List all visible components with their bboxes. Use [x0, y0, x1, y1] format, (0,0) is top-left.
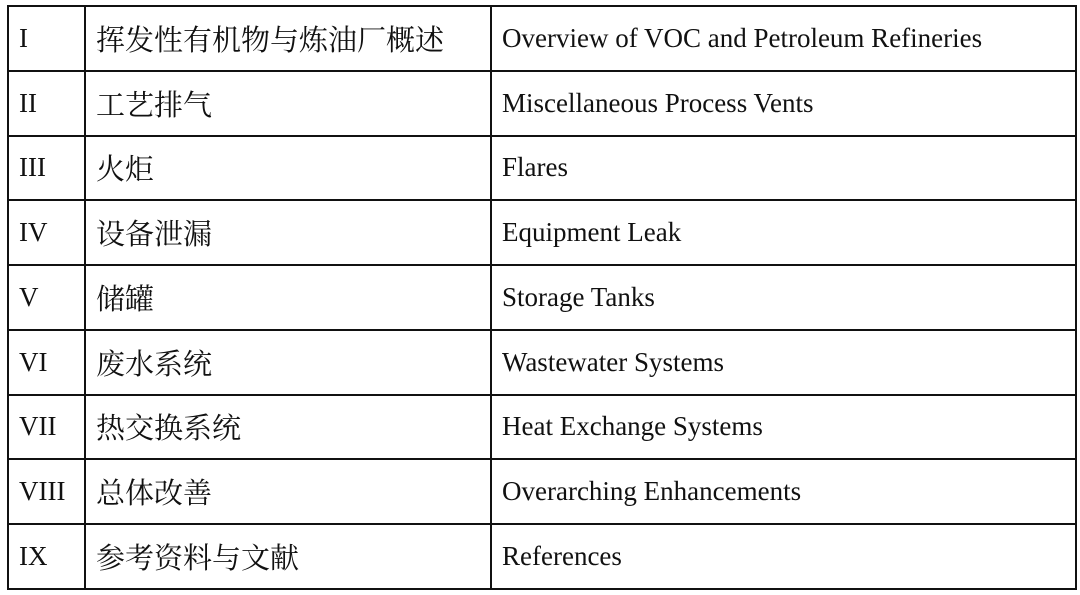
section-number: IX	[8, 524, 85, 589]
table-row	[8, 136, 1076, 201]
section-number: IV	[8, 200, 85, 265]
section-title-english: Flares	[491, 136, 1076, 201]
section-number: III	[8, 136, 85, 201]
section-title-chinese: 废水系统	[85, 330, 491, 395]
section-title-chinese: 热交换系统	[85, 395, 491, 460]
table-row	[8, 395, 1076, 460]
section-number: II	[8, 71, 85, 136]
section-title-chinese: 工艺排气	[85, 71, 491, 136]
section-title-chinese: 储罐	[85, 265, 491, 330]
section-title-english: Overview of VOC and Petroleum Refineries	[491, 6, 1076, 71]
section-title-english: Heat Exchange Systems	[491, 395, 1076, 460]
section-title-chinese: 总体改善	[85, 459, 491, 524]
table-row	[8, 200, 1076, 265]
section-title-chinese: 参考资料与文献	[85, 524, 491, 589]
section-title-english: Wastewater Systems	[491, 330, 1076, 395]
table-row	[8, 265, 1076, 330]
section-title-chinese: 设备泄漏	[85, 200, 491, 265]
section-title-english: Miscellaneous Process Vents	[491, 71, 1076, 136]
table-row	[8, 6, 1076, 71]
section-title-chinese: 火炬	[85, 136, 491, 201]
section-title-english: Storage Tanks	[491, 265, 1076, 330]
section-title-chinese: 挥发性有机物与炼油厂概述	[85, 6, 491, 71]
table-row	[8, 330, 1076, 395]
table-row	[8, 71, 1076, 136]
section-title-english: Equipment Leak	[491, 200, 1076, 265]
section-number: V	[8, 265, 85, 330]
contents-table	[7, 5, 1077, 590]
section-number: VIII	[8, 459, 85, 524]
table-row	[8, 459, 1076, 524]
contents-table-body	[8, 6, 1076, 589]
section-title-english: Overarching Enhancements	[491, 459, 1076, 524]
section-number: VII	[8, 395, 85, 460]
section-title-english: References	[491, 524, 1076, 589]
table-row	[8, 524, 1076, 589]
section-number: VI	[8, 330, 85, 395]
section-number: I	[8, 6, 85, 71]
